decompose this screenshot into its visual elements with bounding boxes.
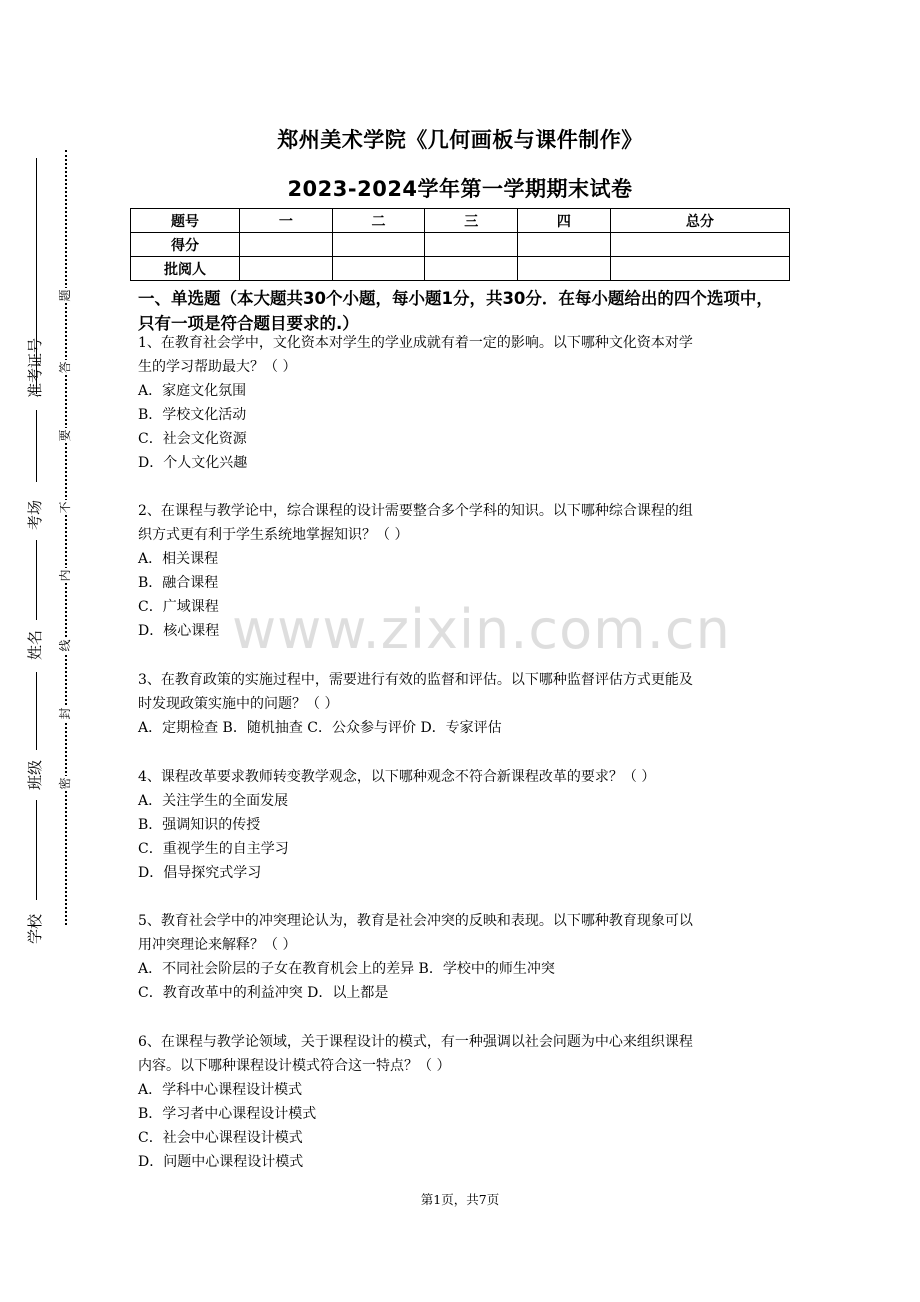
score-cell[interactable] bbox=[610, 233, 789, 257]
options-inline-ab[interactable]: A．不同社会阶层的子女在教育机会上的差异 B．学校中的师生冲突 bbox=[138, 961, 555, 977]
score-cell[interactable] bbox=[518, 257, 611, 281]
question-1 bbox=[138, 331, 786, 475]
seal-char: 密 bbox=[58, 777, 72, 790]
score-cell[interactable] bbox=[610, 257, 789, 281]
score-header-cell: 一 bbox=[240, 209, 333, 233]
question-3 bbox=[138, 668, 786, 740]
option-b[interactable]: B．强调知识的传授 bbox=[138, 817, 261, 833]
seal-char: 答 bbox=[58, 361, 72, 374]
field-label-school: 学校 bbox=[26, 913, 44, 944]
score-header-cell: 二 bbox=[332, 209, 425, 233]
score-table-row bbox=[131, 257, 790, 281]
option-d[interactable]: D．核心课程 bbox=[138, 623, 220, 639]
option-a[interactable]: A．关注学生的全面发展 bbox=[138, 793, 289, 809]
question-stem-line: 4、课程改革要求教师转变教学观念，以下哪种观念不符合新课程改革的要求？（ ） bbox=[138, 769, 656, 785]
exam-subtitle: 2023-2024学年第一学期期末试卷 bbox=[287, 177, 633, 201]
option-d[interactable]: D．倡导探究式学习 bbox=[138, 865, 262, 881]
question-4 bbox=[138, 765, 786, 885]
question-6 bbox=[138, 1030, 786, 1174]
question-stem-line: 3、在教育政策的实施过程中，需要进行有效的监督和评估。以下哪种监督评估方式更能及 bbox=[138, 672, 693, 688]
field-label-class: 班级 bbox=[26, 759, 44, 790]
score-row-label: 得分 bbox=[131, 233, 240, 257]
option-c[interactable]: C．广域课程 bbox=[138, 599, 219, 615]
watermark: www.zixin.com.cn bbox=[232, 598, 731, 661]
option-a[interactable]: A．家庭文化氛围 bbox=[138, 383, 247, 399]
option-a[interactable]: A．学科中心课程设计模式 bbox=[138, 1082, 303, 1098]
question-stem-line: 1、在教育社会学中，文化资本对学生的学业成就有着一定的影响。以下哪种文化资本对学 bbox=[138, 335, 693, 351]
field-line-room bbox=[36, 410, 37, 482]
seal-char: 要 bbox=[58, 429, 72, 442]
score-cell[interactable] bbox=[240, 257, 333, 281]
question-stem-line: 5、教育社会学中的冲突理论认为，教育是社会冲突的反映和表现。以下哪种教育现象可以 bbox=[138, 913, 693, 929]
question-stem-line: 内容。以下哪种课程设计模式符合这一特点？（ ） bbox=[138, 1058, 451, 1074]
score-table bbox=[130, 208, 790, 281]
option-d[interactable]: D．问题中心课程设计模式 bbox=[138, 1154, 304, 1170]
seal-char: 题 bbox=[58, 289, 72, 302]
score-cell[interactable] bbox=[332, 257, 425, 281]
seal-char: 线 bbox=[58, 639, 72, 652]
score-header-cell: 四 bbox=[518, 209, 611, 233]
question-stem-line: 用冲突理论来解释？（ ） bbox=[138, 937, 297, 953]
question-stem-line: 2、在课程与教学论中，综合课程的设计需要整合多个学科的知识。以下哪种综合课程的组 bbox=[138, 503, 693, 519]
score-cell[interactable] bbox=[240, 233, 333, 257]
score-table-row bbox=[131, 233, 790, 257]
score-header-cell: 三 bbox=[425, 209, 518, 233]
option-b[interactable]: B．融合课程 bbox=[138, 575, 219, 591]
question-5 bbox=[138, 909, 786, 1005]
score-header-cell: 题号 bbox=[131, 209, 240, 233]
field-line-class bbox=[36, 672, 37, 750]
score-row-label: 批阅人 bbox=[131, 257, 240, 281]
score-cell[interactable] bbox=[518, 233, 611, 257]
field-line-school bbox=[36, 800, 37, 900]
field-label-admission: 准考证号 bbox=[26, 337, 44, 398]
question-stem-line: 时发现政策实施中的问题？（ ） bbox=[138, 696, 339, 712]
options-inline-cd[interactable]: C．教育改革中的利益冲突 D．以上都是 bbox=[138, 985, 389, 1001]
score-cell[interactable] bbox=[425, 257, 518, 281]
score-cell[interactable] bbox=[425, 233, 518, 257]
question-stem-line: 6、在课程与教学论领域，关于课程设计的模式，有一种强调以社会问题为中心来组织课程 bbox=[138, 1034, 693, 1050]
field-label-room: 考场 bbox=[26, 499, 44, 530]
option-c[interactable]: C．社会文化资源 bbox=[138, 431, 247, 447]
option-a[interactable]: A．相关课程 bbox=[138, 551, 219, 567]
seal-char: 内 bbox=[58, 569, 72, 582]
binding-dotted-line bbox=[65, 150, 67, 925]
option-d[interactable]: D．个人文化兴趣 bbox=[138, 455, 248, 471]
seal-char: 不 bbox=[58, 501, 72, 514]
section-heading: 一、单选题（本大题共30个小题，每小题1分，共30分．在每小题给出的四个选项中，只有一项是符合题目要求的.） bbox=[138, 289, 773, 333]
score-header-cell: 总分 bbox=[610, 209, 789, 233]
score-table-header-row bbox=[131, 209, 790, 233]
option-b[interactable]: B．学校文化活动 bbox=[138, 407, 247, 423]
options-inline[interactable]: A．定期检查 B．随机抽查 C．公众参与评价 D．专家评估 bbox=[138, 720, 502, 736]
question-stem-line: 生的学习帮助最大？（ ） bbox=[138, 359, 297, 375]
page-footer: 第1页，共7页 bbox=[420, 1192, 500, 1207]
score-cell[interactable] bbox=[332, 233, 425, 257]
exam-title: 郑州美术学院《几何画板与课件制作》 bbox=[277, 128, 643, 152]
field-line-name bbox=[36, 540, 37, 620]
option-c[interactable]: C．社会中心课程设计模式 bbox=[138, 1130, 303, 1146]
option-c[interactable]: C．重视学生的自主学习 bbox=[138, 841, 289, 857]
question-stem-line: 织方式更有利于学生系统地掌握知识？（ ） bbox=[138, 527, 409, 543]
seal-char: 封 bbox=[58, 707, 72, 720]
field-label-name: 姓名 bbox=[26, 629, 44, 660]
option-b[interactable]: B．学习者中心课程设计模式 bbox=[138, 1106, 317, 1122]
